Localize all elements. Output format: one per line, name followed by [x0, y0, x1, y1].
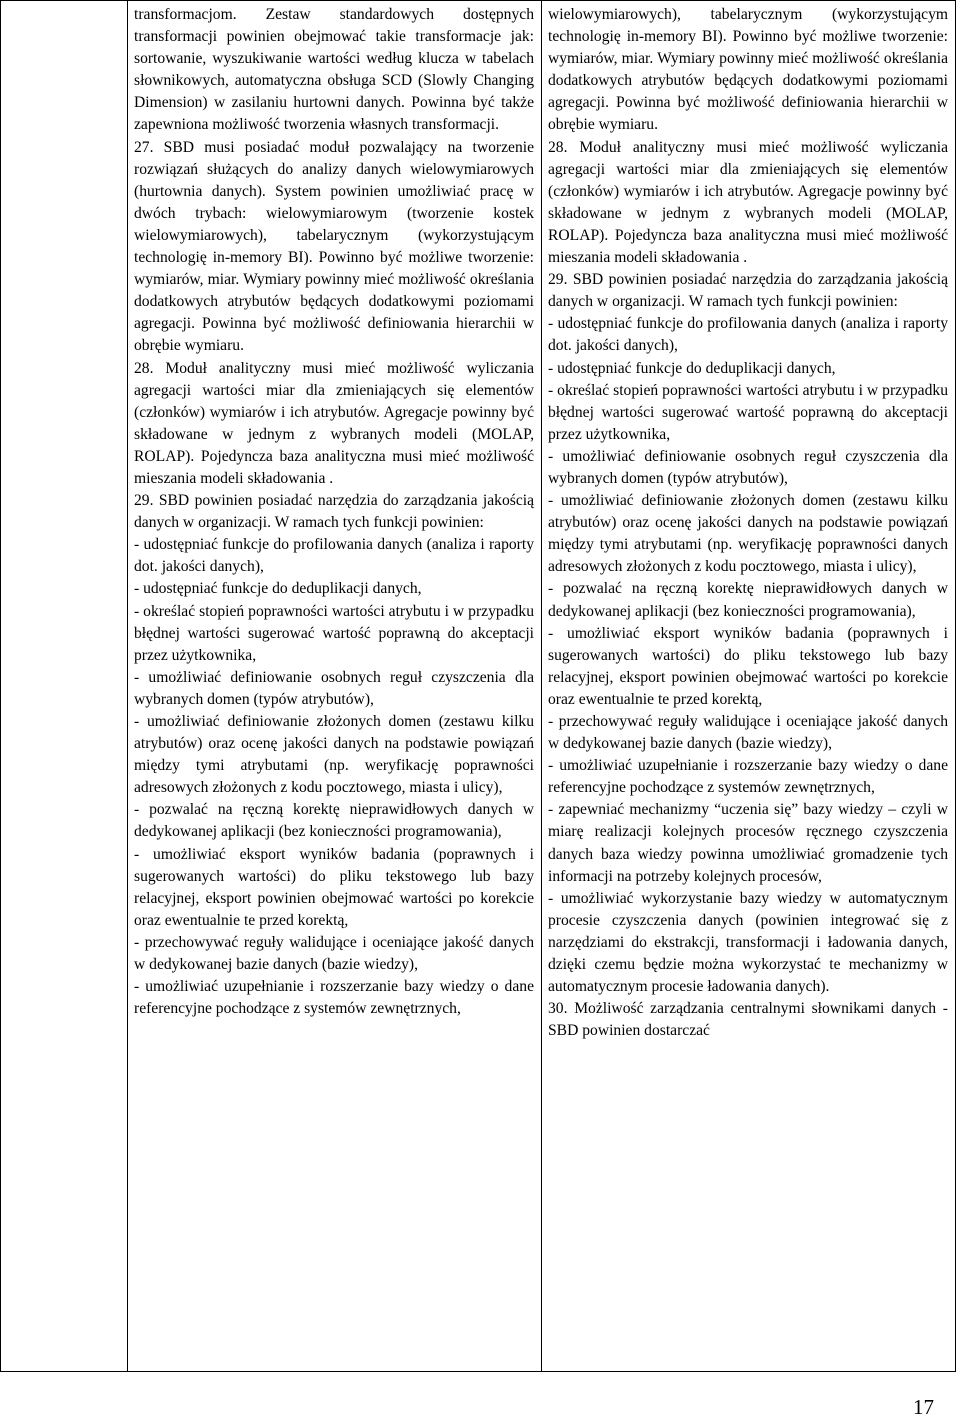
- paragraph: transformacjom. Zestaw standardowych dostępnych transformacji powinien obejmować takie transformacje jak: sortowanie, wyszukiwanie wartości według klucza w tabelach słownikowych, automatyczna obsługa SCD (Slowly Changing Dimension) w zasilaniu hurtowni danych. Powinna być także zapewniona możliwość tworzenia własnych transformacji.: [134, 6, 534, 134]
- paragraph: 29. SBD powinien posiadać narzędzia do zarządzania jakością danych w organizacji. W ramach tych funkcji powinien:: [548, 271, 948, 311]
- paragraph: wielowymiarowych), tabelarycznym (wykorzystującym technologię in-memory BI). Powinno być możliwe tworzenie: wymiarów, miar. Wymiary powinny mieć możliwość określania dodatkowych atrybutów będących dodatkowymi poziomami agregacji. Powinna być możliwość definiowania hierarchii w obrębie wymiaru.: [548, 6, 948, 134]
- list-item: - udostępniać funkcje do deduplikacji danych,: [548, 359, 836, 377]
- list-item: - umożliwiać eksport wyników badania (poprawnych i sugerowanych wartości) do pliku tekstowego lub bazy relacyjnej, eksport powinien obejmować wartości po korekcie oraz ewentualnie te przed korektą,: [548, 624, 948, 708]
- column-divider: [541, 1, 542, 1371]
- list-item: - umożliwiać wykorzystanie bazy wiedzy w automatycznym procesie czyszczenia danych (powinien integrować się z narzędziami do ekstrakcji, transformacji i ładowania danych, dzięki czemu będzie można wykorzystać te mechanizmy w automatycznym procesie ładowania danych).: [548, 889, 948, 996]
- list-item: - przechowywać reguły walidujące i oceniające jakość danych w dedykowanej bazie danych (bazie wiedzy),: [548, 713, 948, 753]
- list-item: - umożliwiać definiowanie osobnych reguł czyszczenia dla wybranych domen (typów atrybutów),: [134, 668, 534, 708]
- list-item: - określać stopień poprawności wartości atrybutu i w przypadku błędnej wartości sugerować wartość poprawną do akceptacji przez użytkownika,: [548, 381, 948, 443]
- paragraph: 27. SBD musi posiadać moduł pozwalający na tworzenie rozwiązań służących do analizy danych wielowymiarowych (hurtownia danych). System powinien umożliwiać pracę w dwóch trybach: wielowymiarowym (tworzenie kostek wielowymiarowych), tabelarycznym (wykorzystującym technologię in-memory BI). Powinno być możliwe tworzenie: wymiarów, miar. Wymiary powinny mieć możliwość określania dodatkowych atrybutów będących dodatkowymi poziomami agregacji. Powinna być możliwość definiowania hierarchii w obrębie wymiaru.: [134, 138, 534, 355]
- paragraph: 30. Możliwość zarządzania centralnymi słownikami danych - SBD powinien dostarczać: [548, 1000, 948, 1040]
- list-item: - umożliwiać definiowanie złożonych domen (zestawu kilku atrybutów) oraz ocenę jakości danych na podstawie powiązań między tymi atrybutami (np. weryfikację poprawności danych adresowych złożonych z kodu pocztowego, miasta i ulicy),: [548, 492, 948, 576]
- list-item: - udostępniać funkcje do deduplikacji danych,: [134, 580, 422, 598]
- paragraph: 29. SBD powinien posiadać narzędzia do zarządzania jakością danych w organizacji. W ramach tych funkcji powinien:: [134, 492, 534, 532]
- list-item: - umożliwiać uzupełnianie i rozszerzanie bazy wiedzy o dane referencyjne pochodzące z systemów zewnętrznych,: [548, 757, 948, 797]
- left-text-column: [134, 4, 534, 1020]
- list-item: - pozwalać na ręczną korektę nieprawidłowych danych w dedykowanej aplikacji (bez konieczności programowania),: [548, 580, 948, 620]
- list-item: - umożliwiać eksport wyników badania (poprawnych i sugerowanych wartości) do pliku tekstowego lub bazy relacyjnej, eksport powinien obejmować wartości po korekcie oraz ewentualnie te przed korektą,: [134, 845, 534, 929]
- page-number: 17: [913, 1395, 934, 1419]
- list-item: - umożliwiać uzupełnianie i rozszerzanie bazy wiedzy o dane referencyjne pochodzące z systemów zewnętrznych,: [134, 978, 534, 1018]
- paragraph: 28. Moduł analityczny musi mieć możliwość wyliczania agregacji wartości miar dla zmieniających się elementów (członków) wymiarów i ich atrybutów. Agregacje powinny być składowane w jednym z wybranych modeli (MOLAP, ROLAP). Pojedyncza baza analityczna musi mieć możliwość mieszania modeli składowania .: [548, 138, 948, 267]
- list-item: - pozwalać na ręczną korektę nieprawidłowych danych w dedykowanej aplikacji (bez konieczności programowania),: [134, 801, 534, 841]
- list-item: - przechowywać reguły walidujące i oceniające jakość danych w dedykowanej bazie danych (bazie wiedzy),: [134, 933, 534, 974]
- left-empty-column: [1, 1, 128, 1371]
- list-item: - umożliwiać definiowanie osobnych reguł czyszczenia dla wybranych domen (typów atrybutów),: [548, 447, 948, 487]
- list-item: - zapewniać mechanizmy “uczenia się” bazy wiedzy – czyli w miarę realizacji kolejnych procesów ręcznego czyszczenia danych baza wiedzy powinna umożliwiać gromadzenie tych informacji na potrzeby kolejnych procesów,: [548, 801, 948, 885]
- paragraph: 28. Moduł analityczny musi mieć możliwość wyliczania agregacji wartości miar dla zmieniających się elementów (członków) wymiarów i ich atrybutów. Agregacje powinny być składowane w jednym z wybranych modeli (MOLAP, ROLAP). Pojedyncza baza analityczna musi mieć możliwość mieszania modeli składowania .: [134, 359, 534, 487]
- list-item: - udostępniać funkcje do profilowania danych (analiza i raporty dot. jakości danych),: [548, 315, 948, 355]
- right-text-column: [548, 4, 948, 1042]
- list-item: - umożliwiać definiowanie złożonych domen (zestawu kilku atrybutów) oraz ocenę jakości danych na podstawie powiązań między tymi atrybutami (np. weryfikację poprawności adresowych złożonych z kodu pocztowego, miasta i ulicy),: [134, 713, 534, 797]
- list-item: - udostępniać funkcje do profilowania danych (analiza i raporty dot. jakości danych),: [134, 536, 534, 576]
- list-item: - określać stopień poprawności wartości atrybutu i w przypadku błędnej wartości sugerować wartość poprawną do akceptacji przez użytkownika,: [134, 602, 534, 664]
